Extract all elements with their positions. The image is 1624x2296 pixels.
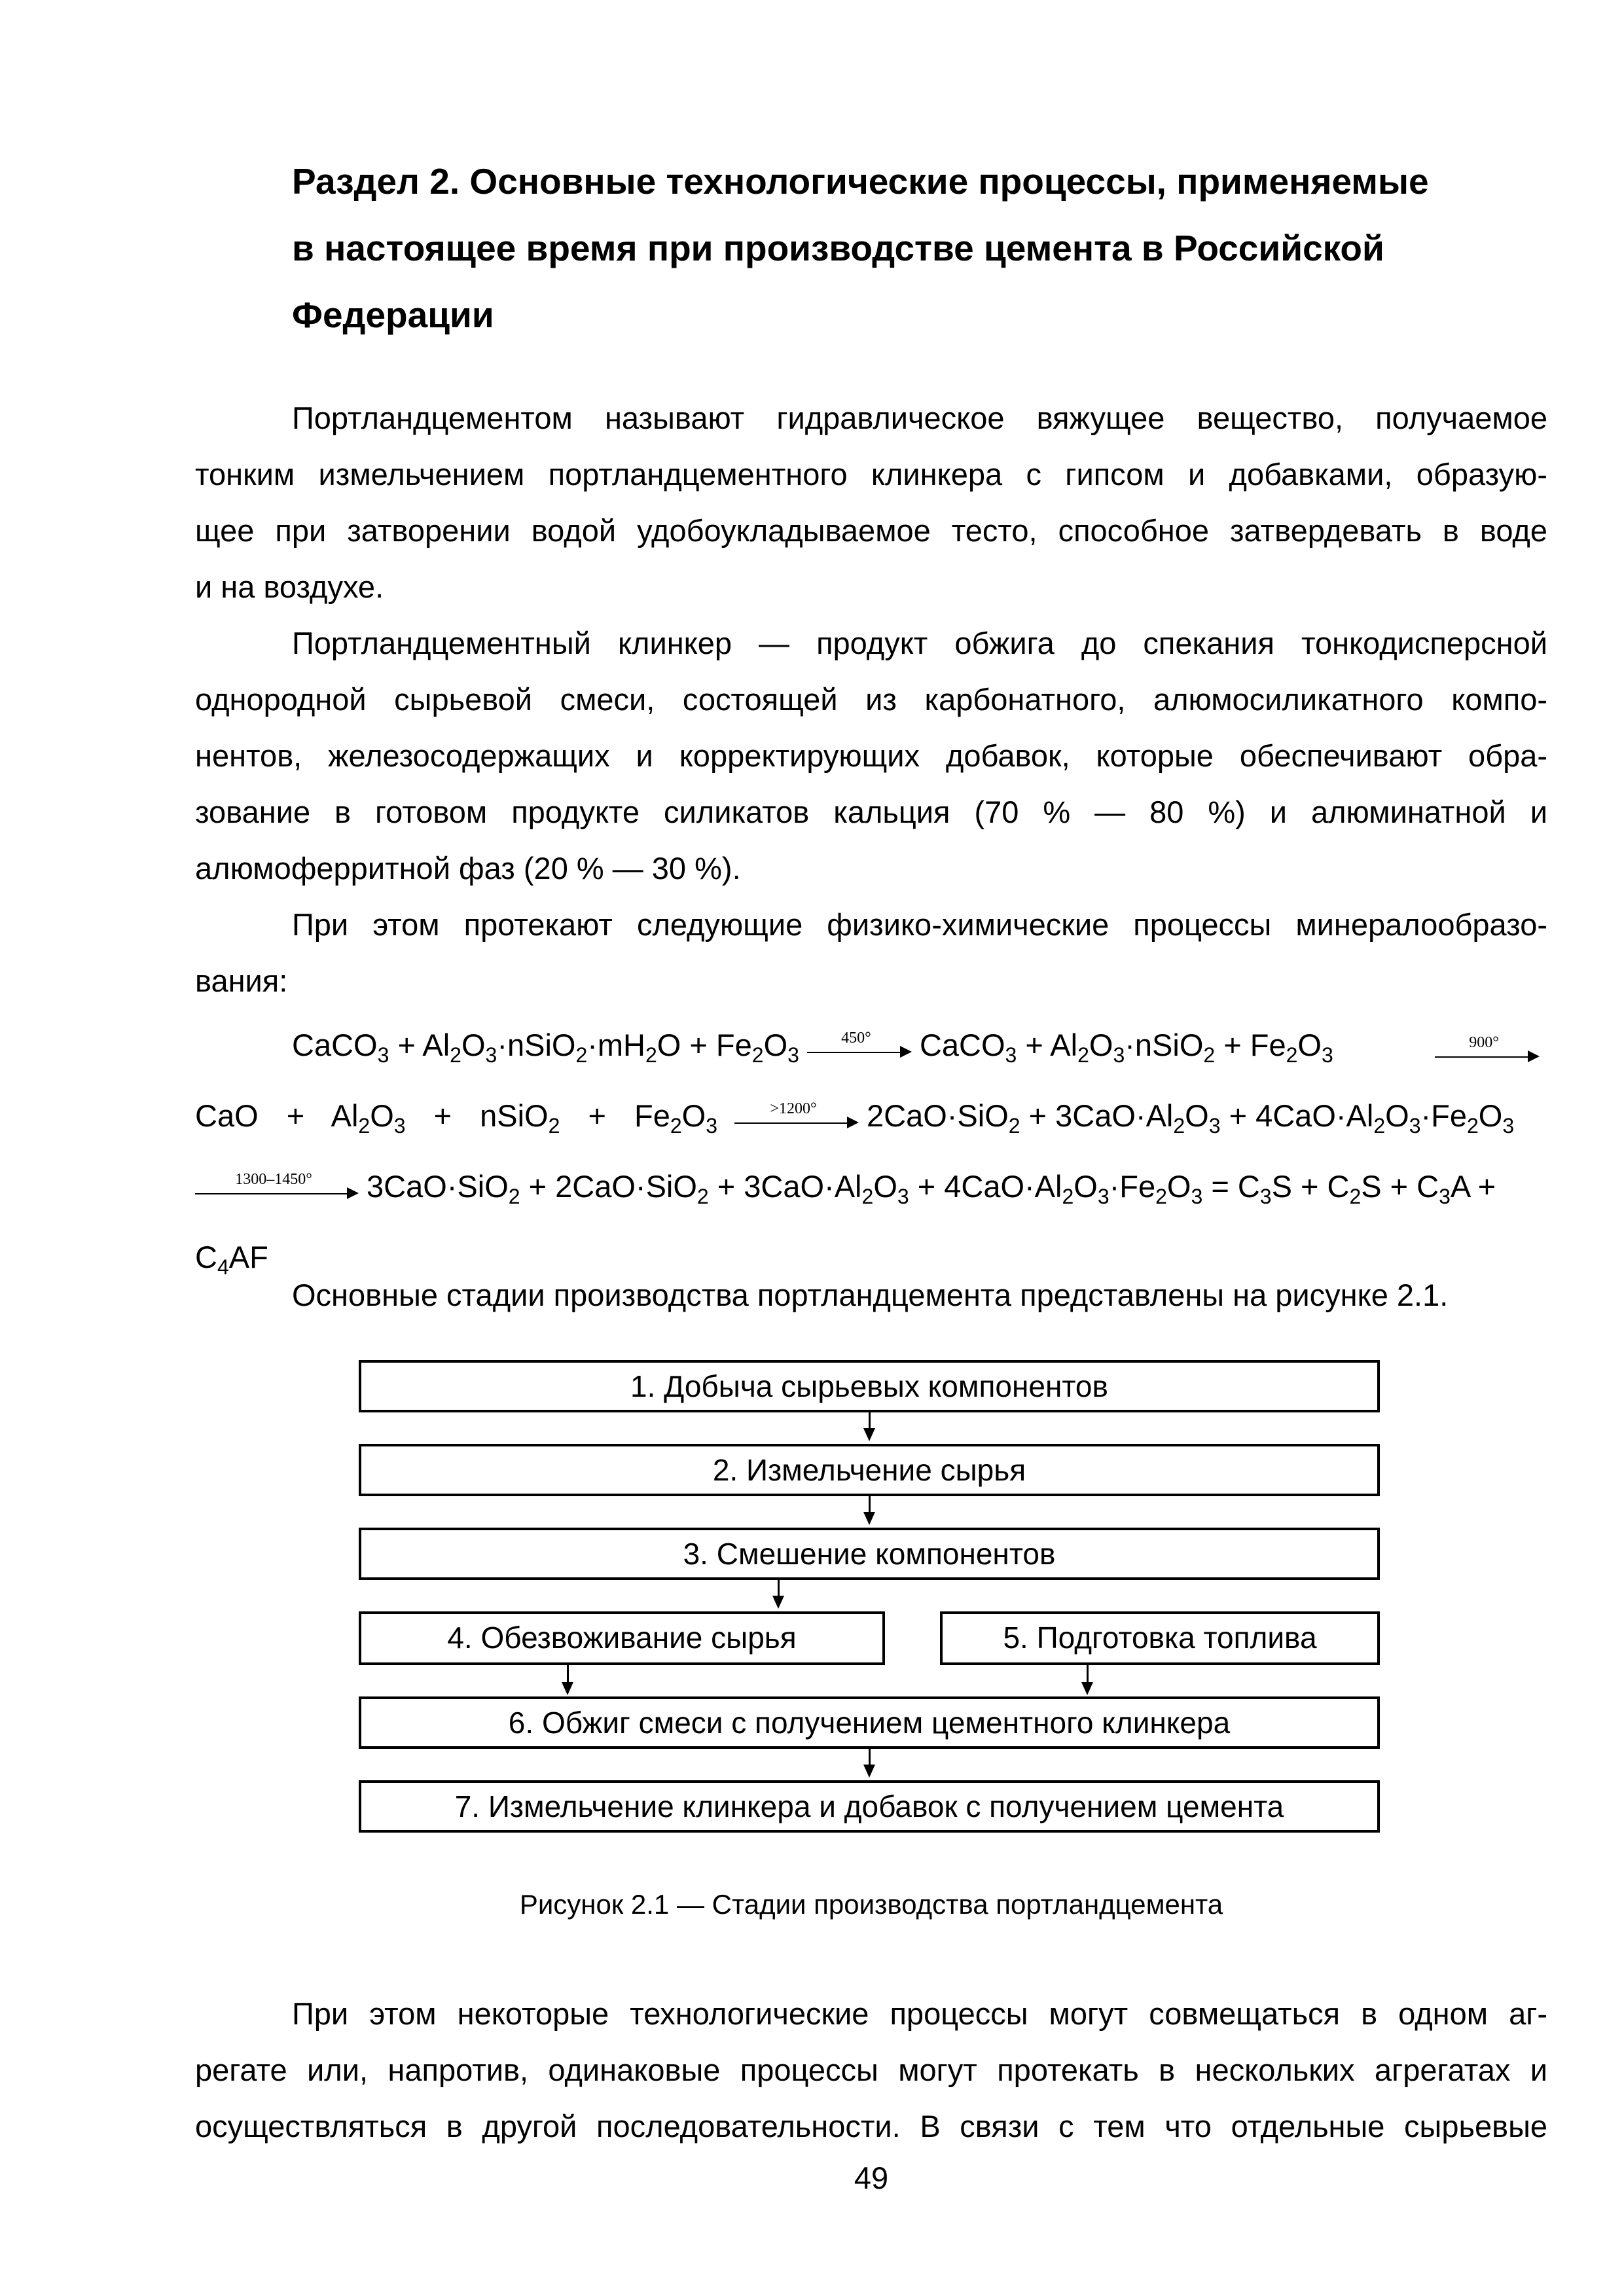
- flow-connector: [869, 1412, 871, 1429]
- arrow-down-icon: [772, 1596, 784, 1609]
- text-line: алюмоферритной фаз (20 % — 30 %).: [195, 851, 741, 886]
- text-line: вания:: [195, 963, 288, 998]
- paragraph-figure-ref: [195, 1267, 1547, 1323]
- page-number: 49: [854, 2161, 889, 2195]
- section-heading: [292, 148, 1536, 348]
- flow-step-3: 3. Смешение компонентов: [359, 1528, 1380, 1580]
- text-line: зование в готовом продукте силикатов кальция (70 % — 80 %) и алюминатной и: [195, 795, 1547, 829]
- flow-connector: [1087, 1665, 1089, 1683]
- figure-caption: Рисунок 2.1 — Стадии производства портландцемента: [519, 1889, 1223, 1920]
- text-line: При этом протекают следующие физико-химические процессы минералообразо-: [292, 907, 1547, 942]
- paragraph-processes: [195, 897, 1547, 1009]
- arrow-down-icon: [562, 1682, 573, 1695]
- arrow-down-icon: [1081, 1682, 1093, 1695]
- flow-connector: [869, 1749, 871, 1766]
- flow-connector: [567, 1665, 569, 1683]
- text-line: Портландцементный клинкер — продукт обжига до спекания тонкодисперсной: [292, 626, 1547, 660]
- flow-step-7: 7. Измельчение клинкера и добавок с получением цемента: [359, 1780, 1380, 1833]
- flow-step-4: 4. Обезвоживание сырья: [359, 1611, 885, 1665]
- text-line: щее при затворении водой удобоукладываемое тесто, способное затвердевать в воде: [195, 513, 1547, 548]
- flow-step-6: 6. Обжиг смеси с получением цементного клинкера: [359, 1696, 1380, 1749]
- reaction-arrow: 900°: [1435, 1039, 1540, 1066]
- reaction-arrow: 450°: [807, 1035, 912, 1061]
- text-line: однородной сырьевой смеси, состоящей из карбонатного, алюмосиликатного компо-: [195, 682, 1547, 717]
- arrow-down-icon: [863, 1512, 875, 1525]
- flow-connector: [869, 1496, 871, 1513]
- text-line: нентов, железосодержащих и корректирующих добавок, которые обеспечивают обра-: [195, 738, 1547, 773]
- flow-connector: [778, 1580, 780, 1597]
- reaction-line-2: CaO + $Al_2O_3$ + nSiO$_2$ + $Fe_2O_3$ >1200° $2CaO\cdot SiO_2 + 3CaO\cdot Al_2O_3 + 4CaO\cdot Al_2O_3\cdot Fe_2O_3$: [195, 1098, 1515, 1138]
- text-line: регате или, напротив, одинаковые процессы могут протекать в нескольких агрегатах и: [195, 2053, 1547, 2087]
- text-line: и на воздухе.: [195, 569, 384, 604]
- paragraph-continuation: [195, 1986, 1547, 2155]
- arrow-down-icon: [863, 1765, 875, 1778]
- arrow-down-icon: [863, 1428, 875, 1441]
- reaction-arrow: 1300–1450°: [195, 1176, 359, 1202]
- text-line: Основные стадии производства портландцемента представлены на рисунке 2.1.: [292, 1278, 1449, 1312]
- text-line: При этом некоторые технологические процессы могут совмещаться в одном аг-: [292, 1996, 1547, 2031]
- flowchart: [359, 1360, 1380, 1851]
- reaction-line-3: 1300–1450° $3CaO\cdot SiO_2 + 2CaO\cdot SiO_2 + 3CaO\cdot Al_2O_3 + 4CaO\cdot Al_2O_3\cdot Fe_2O_3 = C_3S + C_2S + C_3A$ +: [195, 1158, 1547, 1229]
- heading-line: Федерации: [292, 295, 494, 335]
- text-line: тонким измельчением портландцементного клинкера с гипсом и добавками, образую-: [195, 457, 1547, 492]
- reaction-line-4: $C_4AF$: [195, 1240, 268, 1279]
- paragraph-clinker: [195, 615, 1547, 897]
- text-line: осуществляться в другой последовательности. В связи с тем что отдельные сырьевые: [195, 2109, 1547, 2144]
- paragraph-definition: [195, 390, 1547, 615]
- text-line: Портландцементом называют гидравлическое вяжущее вещество, получаемое: [292, 401, 1547, 435]
- flow-step-5: 5. Подготовка топлива: [940, 1611, 1380, 1665]
- flow-step-1: 1. Добыча сырьевых компонентов: [359, 1360, 1380, 1412]
- heading-line: в настоящее время при производстве цемента в Российской: [292, 228, 1384, 268]
- reaction-equation: [195, 1017, 1547, 1285]
- reaction-line-1: CaCO$_3$ + $Al_2O_3\cdot nSiO_2\cdot mH_2O + Fe_2O_3$ 450° CaCO$_3$ + $Al_2O_3\cdot nSiO_2 + Fe_2O_3$ 900°: [195, 1017, 1547, 1088]
- heading-line: Раздел 2. Основные технологические процессы, применяемые: [292, 161, 1429, 202]
- reaction-arrow: >1200°: [734, 1105, 859, 1132]
- flow-step-2: 2. Измельчение сырья: [359, 1444, 1380, 1496]
